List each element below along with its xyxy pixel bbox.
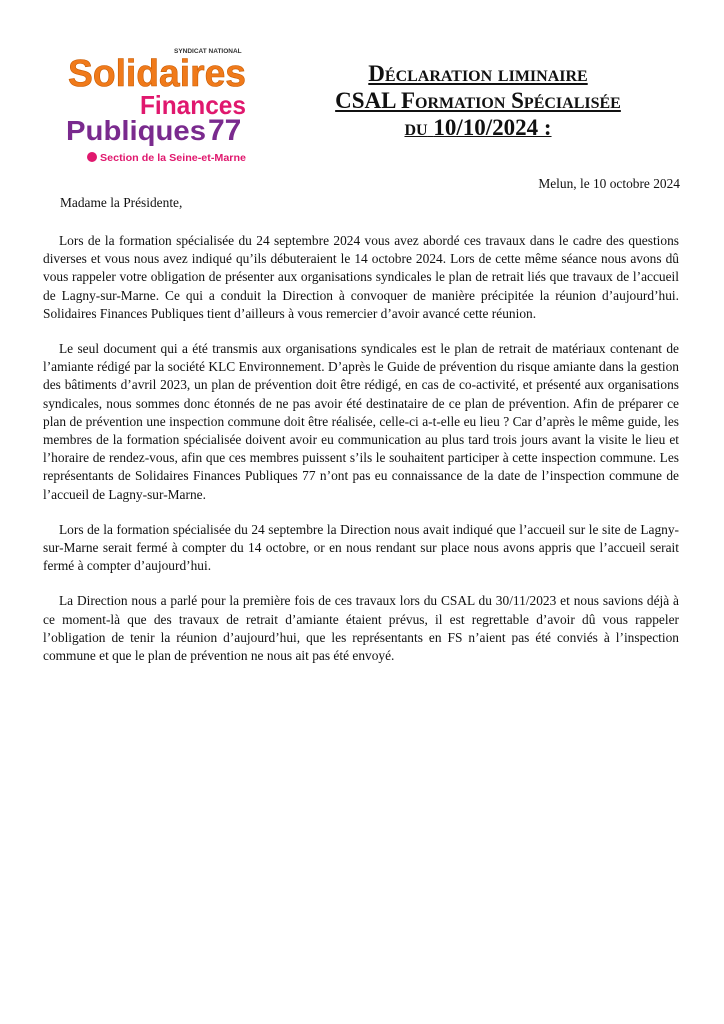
logo-publiques-word: Publiques — [66, 115, 206, 146]
paragraph: La Direction nous a parlé pour la première fois de ces travaux lors du CSAL du 30/11/2023 et nous savions déjà à ce moment-là que des travaux de retrait d’amiante étaient prévus, il est regrettable d’avoir dû vous rappeler l’obligation de tenir la réunion d’aujourd’hui, que les représentants en FS n’aient pas été conviés à l’inspection commune et que le plan de prévention ne nous ait pas été envoyé. — [43, 593, 679, 664]
date-line: Melun, le 10 octobre 2024 — [538, 176, 680, 191]
paragraph: Lors de la formation spécialisée du 24 septembre 2024 vous avez abordé ces travaux dans le cadre des questions diverses et vous nous avez indiqué qu’ils débuteraient le 14 octobre 2024. Lors de cette même séance nous avons dû vous rappeler votre obligation de présenter aux organisations syndicales le plan de retrait liés que travaux de l’accueil de Lagny-sur-Marne. Ce qui a conduit la Direction à convoquer de manière précipitée la réunion d’aujourd’hui. Solidaires Finances Publiques tient d’ailleurs à vous remercier d’avoir avancé cette réunion. — [43, 233, 679, 321]
logo-syndicat-label: SYNDICAT NATIONAL — [174, 48, 242, 55]
logo-graphic — [62, 44, 252, 168]
title-line-2: CSAL Formation Spécialisée — [335, 88, 621, 113]
letter-body — [43, 232, 679, 682]
paragraph: Lors de la formation spécialisée du 24 septembre la Direction nous avait indiqué que l’accueil sur le site de Lagny-sur-Marne serait fermé à compter du 14 octobre, or en nous rendant sur place nous avons appris que l’accueil serait fermé à compter d’aujourd’hui. — [43, 521, 679, 574]
logo-77-number: 77 — [208, 114, 242, 147]
logo-finances-word: Finances — [140, 90, 246, 120]
logo-section-label: Section de la Seine-et-Marne — [100, 152, 247, 164]
paragraph: Le seul document qui a été transmis aux organisations syndicales est le plan de retrait de matériaux contenant de l’amiante rédigé par la société KLC Environnement. D’après le Guide de prévention du risque amiante dans la gestion des bâtiments d’avril 2023, un plan de prévention doit être rédigé, en cas de co-activité, et présenté aux organisations syndicales, nous sommes donc étonnés de ne pas avoir été destinataire de ce plan de prévention. Afin de préparer ce plan de prévention une inspection commune doit être réalisée, celle-ci a-t-elle eu lieu ? Car d’après le même guide, les membres de la formation spécialisée doivent avoir eu communication au plus tard trois jours avant la visite le lieu et l’horaire de rendez-vous, afin que ces membres puissent s’ils le souhaitent participer à cette inspection commune. Les représentants de Solidaires Finances Publiques 77 n’ont pas eu connaissance de la date de l’inspection commune de l’accueil de Lagny-sur-Marne. — [43, 341, 679, 502]
title-line-1: Déclaration liminaire — [368, 61, 588, 86]
document-title — [268, 60, 688, 144]
logo-solidaires-word: Solidaires — [68, 53, 246, 95]
salutation: Madame la Présidente, — [60, 195, 183, 210]
title-line-3 — [404, 115, 551, 140]
solidaires-logo — [62, 44, 252, 168]
logo-dot-icon — [87, 152, 97, 162]
title-du: du — [404, 115, 428, 140]
title-date: 10/10/2024 : — [433, 115, 552, 140]
